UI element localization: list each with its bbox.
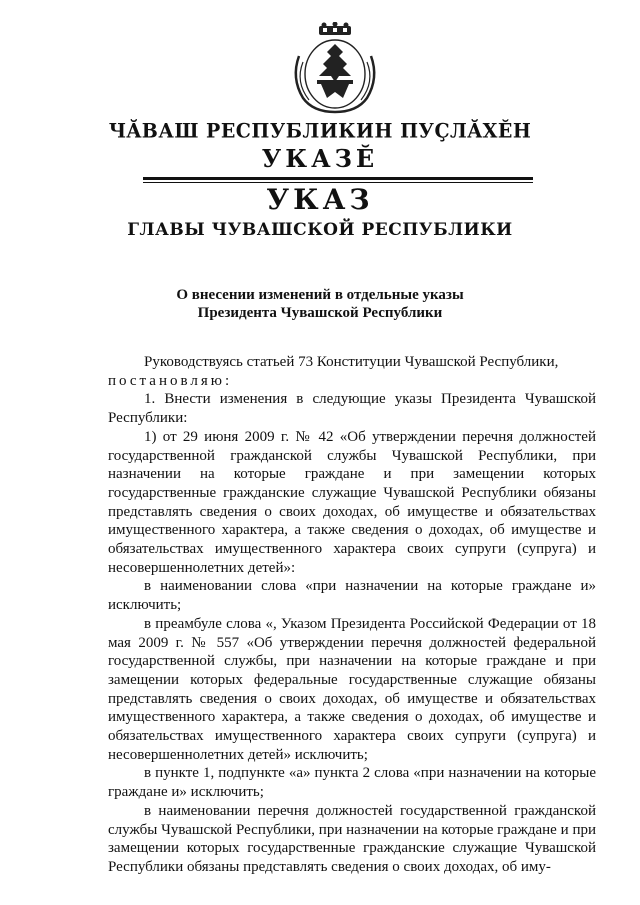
- paragraph-naimenovanie: в наименовании слова «при назначении на которые граждане и» исключить;: [108, 578, 596, 614]
- paragraph-item-1: 1. Внести изменения в следующие указы Президента Чувашской Республики:: [108, 391, 596, 427]
- paragraph-postanovlyayu: постановляю:: [108, 372, 233, 389]
- document-body: [108, 353, 596, 877]
- document-title: [0, 286, 640, 322]
- glava-subheading: ГЛАВЫ ЧУВАШСКОЙ РЕСПУБЛИКИ: [127, 220, 513, 240]
- paragraph-perechen: в наименовании перечня должностей государственной гражданской службы Чувашской Республики, при назначении на которые граждане и при замещении которых государственные гражданские служащие Чувашской Республики обязаны представлять сведения о своих доходах, об иму-: [108, 802, 596, 875]
- ukaz-heading: УКАЗ: [266, 183, 374, 216]
- document-title-line-2: Президента Чувашской Республики: [197, 305, 443, 321]
- coat-of-arms-emblem: [287, 22, 383, 114]
- paragraph-subitem-1: 1) от 29 июня 2009 г. № 42 «Об утверждении перечня должностей государственной гражданской службы Чувашской Республики, при назначении на которые граждане и при замещении которых государственные гражданские служащие Чувашской Республики обязаны представлять сведения о своих доходах, об имуществе и обязательствах имущественного характера, а также сведения о доходах, об имуществе и обязательствах имущественного характера своих супруги (супруга) и несовершеннолетних детей»:: [108, 428, 596, 576]
- paragraph-preamble: Руководствуясь статьей 73 Конституции Чувашской Республики,: [144, 354, 559, 370]
- document-title-line-1: О внесении изменений в отдельные указы: [176, 287, 464, 303]
- chuvash-header-line: ЧĂВАШ РЕСПУБЛИКИН ПУÇЛĂХĔН: [108, 119, 532, 143]
- paragraph-preambula: в преамбуле слова «, Указом Президента Российской Федерации от 18 мая 2009 г. № 557 «Об утверждении перечня должностей федеральной государственной службы, при назначении на которые граждане и при замещении которых федеральные государственные служащие обязаны представлять сведения о своих доходах, об имуществе и обязательствах имущественного характера, а также сведения о доходах, об имуществе и обязательствах имущественного характера своих супруги (супруга) и несовершеннолетних детей» исключить;: [108, 615, 596, 763]
- chuvash-ukaze-heading: УКАЗĔ: [261, 144, 379, 173]
- paragraph-punkt-1: в пункте 1, подпункте «а» пункта 2 слова «при назначении на которые граждане и» исключить;: [108, 765, 596, 801]
- header-divider-thick: [143, 177, 533, 180]
